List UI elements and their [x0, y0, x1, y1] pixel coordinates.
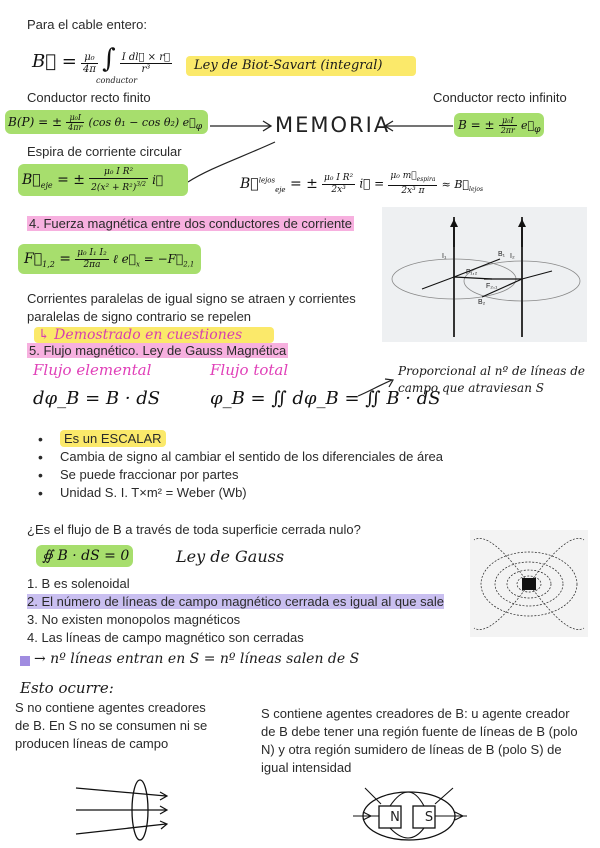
gauss-formula: ∯ B · dS = 0: [36, 545, 133, 567]
flujo-elemental-formula: dφ_B = B · dS: [33, 388, 161, 409]
conductor-infinito-label: Conductor recto infinito: [433, 90, 567, 105]
case-a-text: S no contiene agentes creadores de B. En S no se consumen ni se producen líneas de campo: [15, 700, 208, 751]
espira-formula-eje: $B⃗_{eje}$ = ± $\frac{\text{μ₀ I R²}}{2(x^2 + R^2)^{3/2}}$ i⃗: [18, 164, 188, 196]
fig-label-f21: F₂,₁: [486, 283, 498, 290]
purple-marker: [20, 656, 30, 666]
fuerza-formula: $F⃗_{1,2}$ = $\frac{\text{μ₀ I₁ I₂}}{2\pi a}$ ℓ $e⃗_x$ = $-F⃗_{2,1}$: [18, 244, 201, 274]
flujo-heading: 5. Flujo magnético. Ley de Gauss Magnética: [29, 343, 287, 358]
bullet-escalar: • Es un ESCALAR: [38, 430, 488, 448]
bullet-signo: • Cambia de signo al cambiar el sentido de los diferenciales de área: [38, 448, 488, 466]
case-a-sketch: [70, 774, 170, 848]
integral-subscript: conductor: [96, 76, 138, 85]
finito-formula: B(P) = ± $\frac{\text{μ₀I}}{4\pi r}$ (cos θ₁ − cos θ₂) $e⃗_\varphi$: [5, 110, 208, 134]
gauss-item-1: 1. B es solenoidal: [27, 576, 130, 591]
esto-ocurre: Esto ocurre:: [20, 679, 114, 697]
gauss-summary: → nº líneas entran en S = nº líneas salen de S: [34, 651, 360, 667]
gauss-item-2: 2. El número de líneas de campo magnético cerrada es igual al que sale: [27, 594, 444, 609]
gauss-law-label: Ley de Gauss: [176, 547, 285, 566]
conductor-finito-label: Conductor recto finito: [27, 90, 151, 105]
dipole-field-figure: [470, 530, 588, 637]
gauss-question: ¿Es el flujo de B a través de toda superficie cerrada nulo?: [27, 522, 361, 537]
infinito-formula: B = ± $\frac{\text{μ₀I}}{2\pi r}$ $e⃗_\varphi$: [454, 113, 544, 137]
gauss-item-3: 3. No existen monopolos magnéticos: [27, 612, 241, 627]
fig-label-b2: B₂: [478, 299, 486, 306]
cable-entero-heading: Para el cable entero:: [27, 17, 147, 32]
flujo-total-formula: φ_B = ∬ dφ_B = ∬ B · dS: [210, 388, 441, 409]
fig-label-i2: I₂: [510, 253, 515, 260]
memoria-text: MEMORIA: [275, 113, 391, 137]
pole-n-label: N: [390, 810, 400, 825]
espira-formula-lejos: B⃗$^{lejos}_{eje}$ = ± $\frac{\text{μ₀ I R²}}{\text{2x³}}$ i⃗ = $\frac{\mu_0 m⃗_{espira}}{\text{2x³ π}}$ ≈ $B⃗_{lejos}$: [240, 171, 484, 197]
flujo-bullets: [38, 430, 488, 502]
demostrado-note: ↳ Demostrado en cuestiones: [34, 327, 274, 343]
proporcional-note: Proporcional al nº de líneas de campo que atraviesan S: [398, 364, 586, 395]
fig-label-f12: F₁,₂: [466, 269, 478, 276]
flujo-total-label: Flujo total: [210, 361, 289, 379]
flujo-elemental-label: Flujo elemental: [33, 361, 152, 379]
conductors-force-figure: [382, 207, 587, 342]
fig-label-b1: B₁: [498, 251, 506, 258]
case-b-text: S contiene agentes creadores de B: u agente creador de B debe tener una región fuente de líneas de B (polo N) y otra región sumidero de líneas de B (polo S) de igual intensidad: [261, 706, 578, 775]
fig-label-i1: I₁: [442, 253, 447, 260]
gauss-items: [27, 575, 444, 647]
fuerza-text: Corrientes paralelas de igual signo se atraen y corrientes paralelas de signo contrario se repelen: [27, 291, 356, 324]
biot-savart-label: Ley de Biot-Savart (integral): [186, 56, 416, 76]
proporcional-arrow: [356, 376, 396, 400]
case-b-sketch: [345, 778, 475, 848]
espira-heading: Espira de corriente circular: [27, 144, 182, 159]
bullet-unidad: • Unidad S. I. T×m² = Weber (Wb): [38, 484, 488, 502]
fuerza-heading: 4. Fuerza magnética entre dos conductores de corriente: [29, 216, 353, 231]
pole-s-label: S: [424, 810, 434, 825]
bullet-fraccionar: • Se puede fraccionar por partes: [38, 466, 488, 484]
gauss-item-4: 4. Las líneas de campo magnético son cerradas: [27, 630, 304, 645]
biot-savart-formula: B⃗ = $\frac{\text{μ₀}}{4\pi}$ ∫ $\frac{\text{I dl⃗ × r⃗}}{\text{r³}}$: [32, 44, 170, 75]
